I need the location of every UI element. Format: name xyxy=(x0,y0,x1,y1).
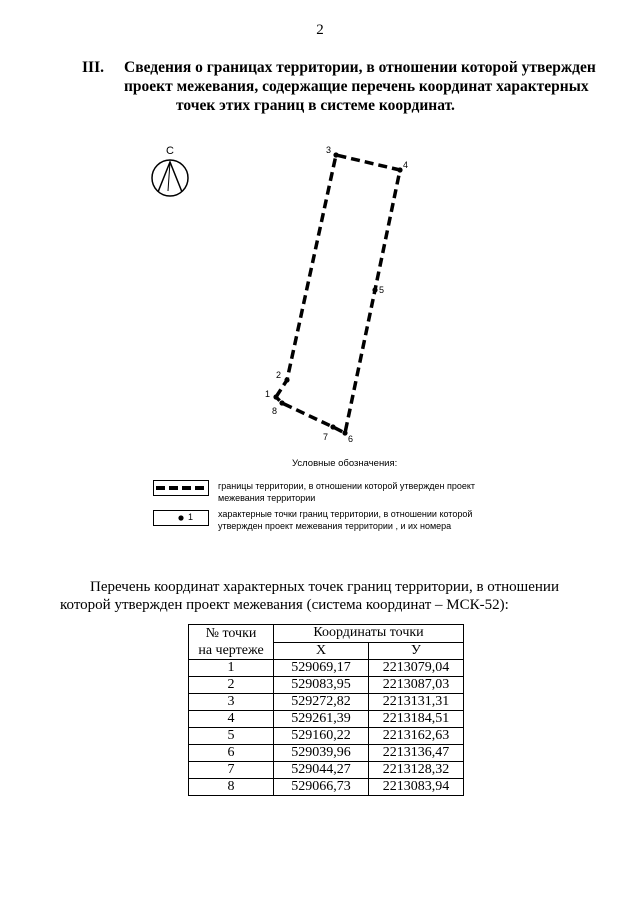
legend-boundary-swatch xyxy=(153,480,209,496)
header-point-number xyxy=(189,625,274,660)
header-point-number-line-2: на чертеже xyxy=(198,643,264,658)
header-point-number-line-1: № точки xyxy=(205,626,257,641)
intro-line-2: которой утвержден проект межевания (система координат – МСК-52): xyxy=(60,597,509,613)
table-row xyxy=(189,677,464,694)
cell-y: 2213083,94 xyxy=(369,779,464,796)
coordinates-intro xyxy=(60,578,590,614)
cell-point-number: 2 xyxy=(189,677,274,694)
section-number: III. xyxy=(82,59,104,76)
coordinates-table xyxy=(188,624,464,796)
cell-point-number: 7 xyxy=(189,762,274,779)
legend-boundary-line-2: межевания территории xyxy=(218,493,316,503)
heading-line-2: проект межевания, содержащие перечень координат характерных xyxy=(124,78,589,95)
table-row xyxy=(189,779,464,796)
cell-point-number: 6 xyxy=(189,745,274,762)
header-x: X xyxy=(274,642,369,660)
cell-point-number: 5 xyxy=(189,728,274,745)
cell-y: 2213079,04 xyxy=(369,660,464,677)
point-marker-5 xyxy=(372,287,377,292)
table-row xyxy=(189,745,464,762)
cell-point-number: 4 xyxy=(189,711,274,728)
point-label-3: 3 xyxy=(326,145,332,155)
table-row xyxy=(189,660,464,677)
heading-line-1: Сведения о границах территории, в отношении которой утвержден xyxy=(124,59,596,76)
page-number: 2 xyxy=(316,22,324,38)
point-marker-6 xyxy=(342,430,347,435)
table-header-row xyxy=(189,625,464,643)
cell-x: 529261,39 xyxy=(274,711,369,728)
legend-boundary-line-1: границы территории, в отношении которой утвержден проект xyxy=(218,481,476,491)
heading-line-3: точек этих границ в системе координат. xyxy=(176,97,455,114)
point-marker-2 xyxy=(284,377,289,382)
intro-line-1: Перечень координат характерных точек границ территории, в отношении xyxy=(90,579,559,595)
boundary-line-icon xyxy=(154,481,208,495)
cell-x: 529160,22 xyxy=(274,728,369,745)
legend-point-swatch xyxy=(153,510,209,526)
legend-points-line-2: утвержден проект межевания территории , и их номера xyxy=(218,521,452,531)
cell-point-number: 1 xyxy=(189,660,274,677)
point-label-7: 7 xyxy=(323,432,329,442)
legend-boundary-text xyxy=(218,480,475,504)
table-row xyxy=(189,728,464,745)
point-label-4: 4 xyxy=(403,160,409,170)
point-marker-3 xyxy=(333,152,338,157)
territory-map xyxy=(0,130,640,450)
north-letter: С xyxy=(166,145,174,157)
cell-y: 2213162,63 xyxy=(369,728,464,745)
legend-point-sample-label: 1 xyxy=(188,512,194,522)
legend-points-line-1: характерные точки границ территории, в отношении которой xyxy=(218,509,473,519)
legend-points-text xyxy=(218,508,472,532)
table-row xyxy=(189,762,464,779)
point-label-1: 1 xyxy=(265,389,271,399)
point-marker-icon xyxy=(154,511,208,525)
table-row xyxy=(189,711,464,728)
point-marker-8 xyxy=(279,400,284,405)
cell-x: 529066,73 xyxy=(274,779,369,796)
point-marker-4 xyxy=(397,167,402,172)
cell-x: 529069,17 xyxy=(274,660,369,677)
header-coordinates: Координаты точки xyxy=(274,625,464,643)
cell-x: 529044,27 xyxy=(274,762,369,779)
cell-y: 2213131,31 xyxy=(369,694,464,711)
cell-y: 2213128,32 xyxy=(369,762,464,779)
point-marker-1 xyxy=(273,394,278,399)
cell-x: 529272,82 xyxy=(274,694,369,711)
cell-x: 529039,96 xyxy=(274,745,369,762)
point-marker-7 xyxy=(330,424,335,429)
table-row xyxy=(189,694,464,711)
header-y: У xyxy=(369,642,464,660)
cell-point-number: 8 xyxy=(189,779,274,796)
cell-y: 2213087,03 xyxy=(369,677,464,694)
cell-y: 2213136,47 xyxy=(369,745,464,762)
point-label-5: 5 xyxy=(379,285,385,295)
point-label-8: 8 xyxy=(272,406,278,416)
cell-point-number: 3 xyxy=(189,694,274,711)
cell-y: 2213184,51 xyxy=(369,711,464,728)
point-label-6: 6 xyxy=(348,434,354,444)
point-label-2: 2 xyxy=(276,370,282,380)
cell-x: 529083,95 xyxy=(274,677,369,694)
north-arrow-icon xyxy=(152,160,188,196)
legend-title: Условные обозначения: xyxy=(292,458,398,469)
